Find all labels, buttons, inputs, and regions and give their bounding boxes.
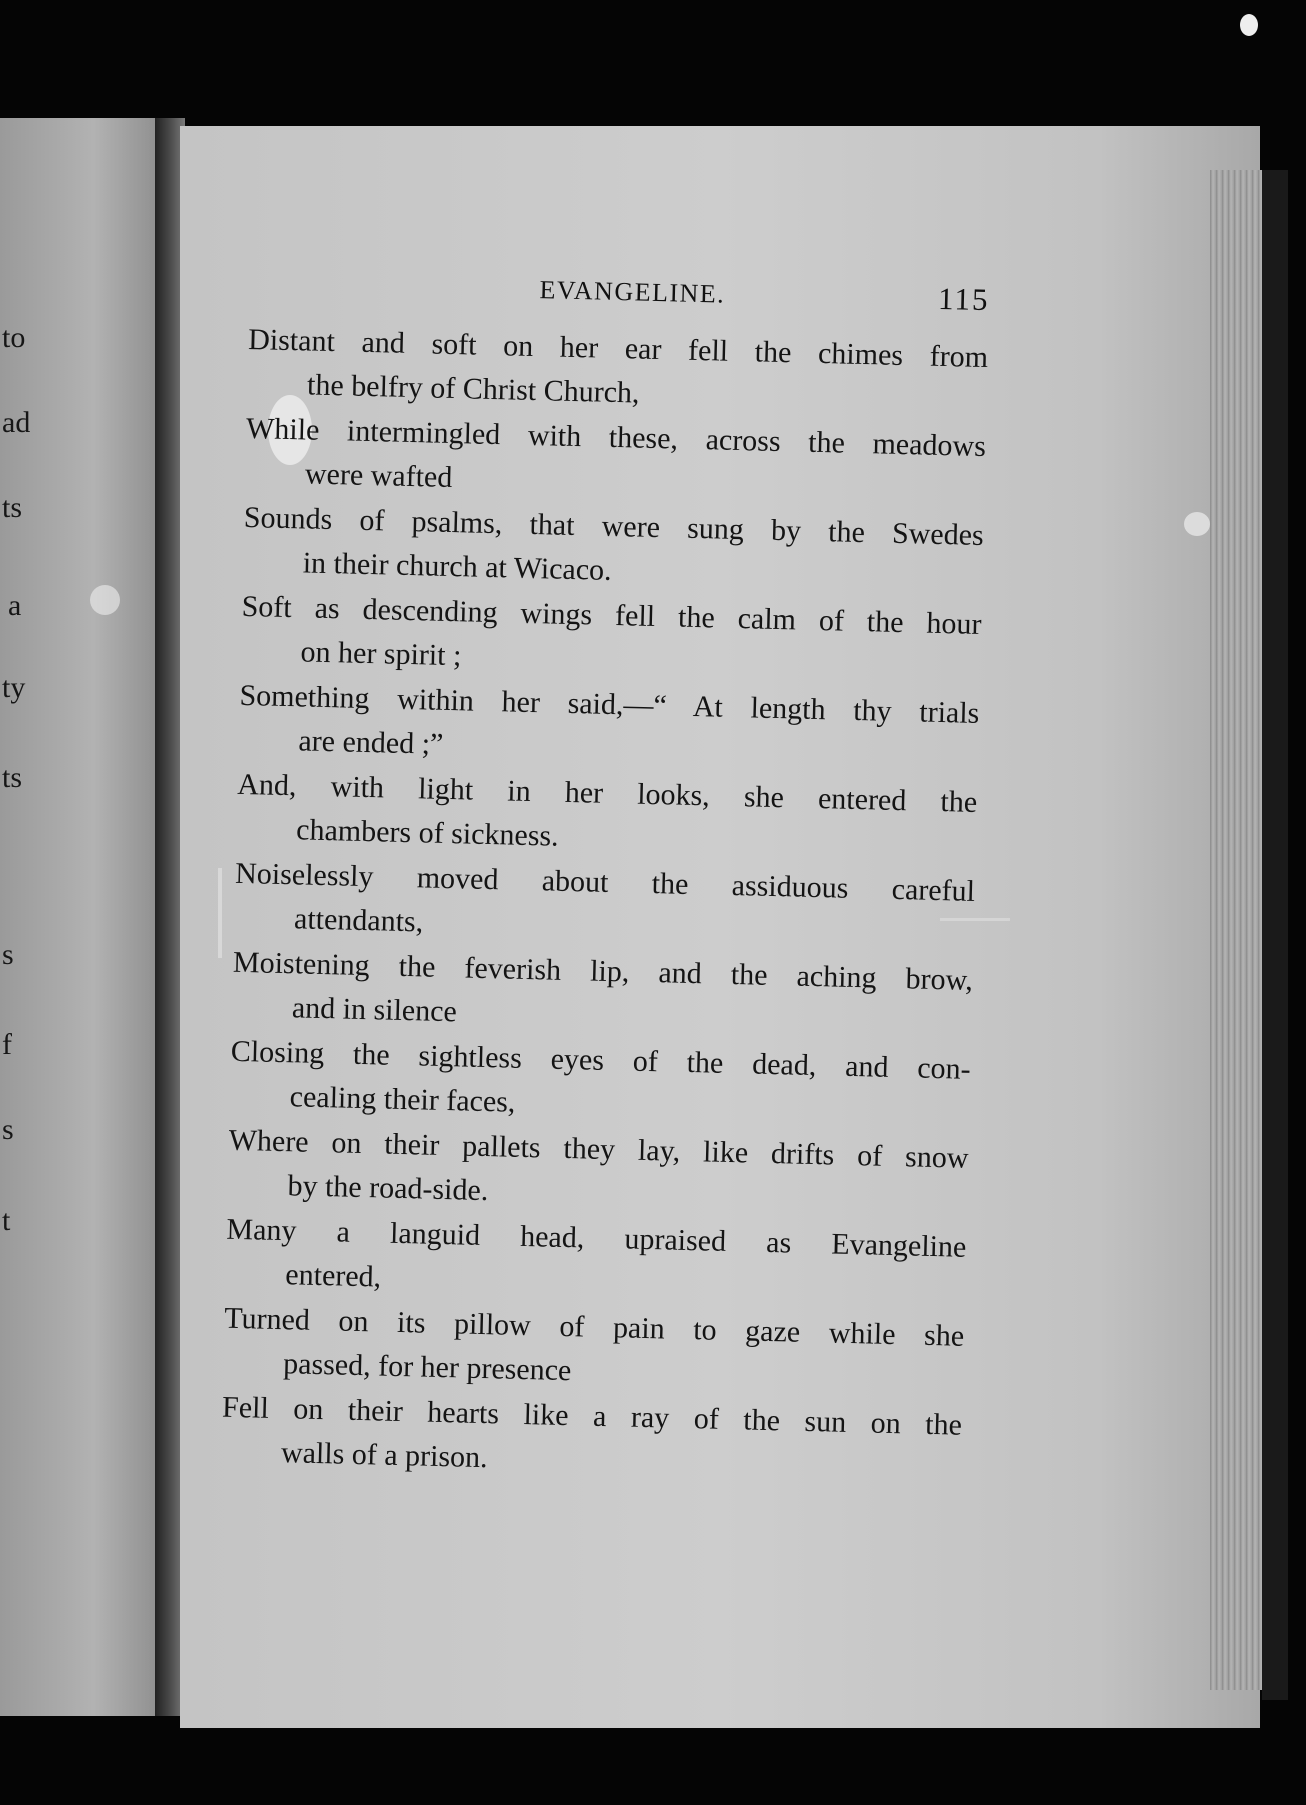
verse-continuation: in their church at Wicaco. — [302, 546, 613, 587]
dust-speck — [1240, 14, 1258, 36]
verse-first-line: Noiselessly moved about the assiduous careful — [234, 856, 976, 908]
verse-line — [234, 852, 976, 958]
paper-blemish — [90, 585, 120, 615]
left-page-edge — [0, 118, 170, 1716]
left-page-fragment: ts — [2, 491, 23, 524]
paper-scratch — [218, 868, 222, 958]
verse-line — [244, 407, 986, 513]
verse-continuation: the belfry of Christ Church, — [306, 368, 640, 410]
left-page-fragment: ts — [2, 761, 23, 794]
verse-continuation: attendants, — [293, 902, 424, 939]
verse-continuation: and in silence — [291, 991, 458, 1029]
verse-first-line: Moistening the feverish lip, and the aching brow, — [232, 945, 974, 997]
verse-first-line: Closing the sightless eyes of the dead, and con- — [230, 1034, 972, 1086]
verse-continuation: passed, for her presence — [282, 1347, 572, 1388]
verse-line — [225, 1208, 967, 1314]
verse-continuation: by the road-side. — [287, 1169, 489, 1208]
left-page-fragment: a — [8, 589, 22, 622]
page-content — [221, 268, 990, 1493]
verse-line — [221, 1386, 963, 1492]
left-page-fragment: ad — [2, 406, 31, 439]
verse-first-line: Distant and soft on her ear fell the chimes from — [247, 322, 989, 375]
cover-edge — [1262, 170, 1288, 1700]
left-page-fragment: s — [2, 1113, 14, 1146]
verse-first-line: While intermingled with these, across the meadows — [245, 411, 987, 464]
verse-first-line: Something within her said,—“ At length thy trials — [239, 678, 980, 730]
running-title: EVANGELINE. — [539, 275, 726, 309]
left-page-fragment: ty — [2, 671, 26, 704]
verse-line — [240, 585, 982, 691]
verse-first-line: Soft as descending wings fell the calm of the hour — [241, 589, 982, 641]
left-page-fragment: to — [2, 321, 26, 354]
verse-line — [223, 1297, 965, 1403]
verse-continuation: are ended ;” — [298, 724, 444, 761]
verse-line — [242, 496, 984, 602]
verse-first-line: Fell on their hearts like a ray of the sun on the — [221, 1390, 963, 1442]
verse-continuation: were wafted — [304, 457, 453, 495]
verse-first-line: Many a languid head, upraised as Evangeline — [226, 1212, 967, 1264]
verse-first-line: Where on their pallets they lay, like drifts of snow — [228, 1123, 969, 1175]
verse-first-line: Turned on its pillow of pain to gaze while she — [223, 1301, 965, 1353]
verse-first-line: Sounds of psalms, that were sung by the Swedes — [243, 500, 985, 553]
verse-line — [229, 1030, 971, 1136]
verse-line — [227, 1119, 969, 1225]
left-page-fragment: t — [2, 1204, 11, 1237]
verse-continuation: walls of a prison. — [280, 1436, 489, 1475]
left-page-fragment: f — [2, 1028, 12, 1061]
page-number: 115 — [937, 280, 990, 318]
verse-continuation: entered, — [285, 1258, 382, 1294]
verse-continuation: cealing their faces, — [289, 1080, 516, 1119]
verse-first-line: And, with light in her looks, she entered the — [236, 767, 978, 819]
verse-line — [238, 674, 980, 780]
verse-line — [247, 318, 989, 424]
verse-continuation: chambers of sickness. — [295, 813, 560, 853]
verse-line — [236, 763, 978, 869]
paper-blemish — [1184, 512, 1210, 536]
poem-text — [221, 318, 989, 1492]
verse-continuation: on her spirit ; — [300, 635, 462, 673]
verse-line — [231, 941, 973, 1047]
left-page-fragment: s — [2, 938, 14, 971]
